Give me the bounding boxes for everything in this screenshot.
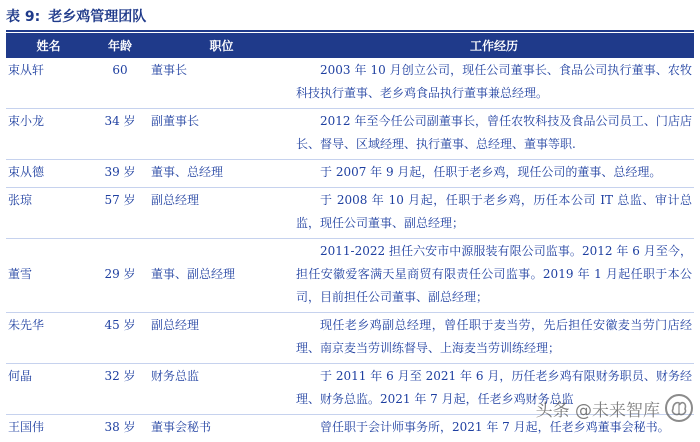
cell-experience: 2011-2022 担任六安市中源服装有限公司监事。2012 年 6 月至今，担任安徽爱客满天星商贸有限责任公司监事。2019 年 1 月起任职于本公司，目前担任公司董事、副总经理； xyxy=(294,239,694,313)
table-row xyxy=(6,188,694,239)
cell-name: 董雪 xyxy=(6,239,91,313)
cell-name: 朱先华 xyxy=(6,313,91,364)
cell-position: 董事会秘书 xyxy=(149,415,294,442)
header-name: 姓名 xyxy=(6,33,91,58)
watermark-text: 头条 @未来智库 xyxy=(536,396,660,421)
cell-experience: 于 2007 年 9 月起，任职于老乡鸡，现任公司的董事、总经理。 xyxy=(294,160,694,188)
table-row xyxy=(6,364,694,415)
cell-position: 副总经理 xyxy=(149,313,294,364)
caption-rule xyxy=(6,30,694,32)
cell-name: 王国伟 xyxy=(6,415,91,442)
cell-age: 29 岁 xyxy=(91,239,149,313)
cell-position: 副董事长 xyxy=(149,109,294,160)
cell-experience: 曾任职于会计师事务所，2021 年 7 月起，任老乡鸡董事会秘书。 xyxy=(294,415,694,442)
header-age: 年龄 xyxy=(91,33,149,58)
cell-age: 60 xyxy=(91,58,149,109)
cell-age: 38 岁 xyxy=(91,415,149,442)
cell-name: 何晶 xyxy=(6,364,91,415)
table-row xyxy=(6,160,694,188)
cell-position: 董事、副总经理 xyxy=(149,239,294,313)
cell-name: 束从德 xyxy=(6,160,91,188)
table-caption xyxy=(6,6,146,28)
cell-position: 董事、总经理 xyxy=(149,160,294,188)
table-title: 老乡鸡管理团队 xyxy=(48,9,146,25)
table-row xyxy=(6,415,694,442)
cell-age: 39 岁 xyxy=(91,160,149,188)
cell-position: 董事长 xyxy=(149,58,294,109)
cell-position: 财务总监 xyxy=(149,364,294,415)
cell-experience: 于 2011 年 6 月至 2021 年 6 月，历任老乡鸡有限财务职员、财务经理、财务总监。2021 年 7 月起，任老乡鸡财务总监 xyxy=(294,364,694,415)
table-row xyxy=(6,313,694,364)
table-row xyxy=(6,109,694,160)
cell-experience: 2012 年至今任公司副董事长，曾任农牧科技及食品公司员工、门店店长、督导、区域经理、执行董事、总经理、董事等职. xyxy=(294,109,694,160)
cell-name: 束从轩 xyxy=(6,58,91,109)
cell-experience: 于 2008 年 10 月起，任职于老乡鸡，历任本公司 IT 总监、审计总监，现任公司董事、副总经理； xyxy=(294,188,694,239)
cell-name: 束小龙 xyxy=(6,109,91,160)
cell-age: 32 岁 xyxy=(91,364,149,415)
cell-age: 45 岁 xyxy=(91,313,149,364)
table-row xyxy=(6,239,694,313)
cell-position: 副总经理 xyxy=(149,188,294,239)
table-row xyxy=(6,58,694,109)
cell-age: 34 岁 xyxy=(91,109,149,160)
header-experience: 工作经历 xyxy=(294,33,694,58)
cell-experience: 现任老乡鸡副总经理，曾任职于麦当劳，先后担任安徽麦当劳门店经理、南京麦当劳训练督导、上海麦当劳训练经理； xyxy=(294,313,694,364)
header-position: 职位 xyxy=(149,33,294,58)
table-number: 表 9: xyxy=(6,9,40,25)
table-header-row xyxy=(6,33,694,58)
cell-experience: 2003 年 10 月创立公司，现任公司董事长、食品公司执行董事、农牧科技执行董事、老乡鸡食品执行董事兼总经理。 xyxy=(294,58,694,109)
cell-name: 张琼 xyxy=(6,188,91,239)
management-table xyxy=(6,33,694,442)
cell-age: 57 岁 xyxy=(91,188,149,239)
